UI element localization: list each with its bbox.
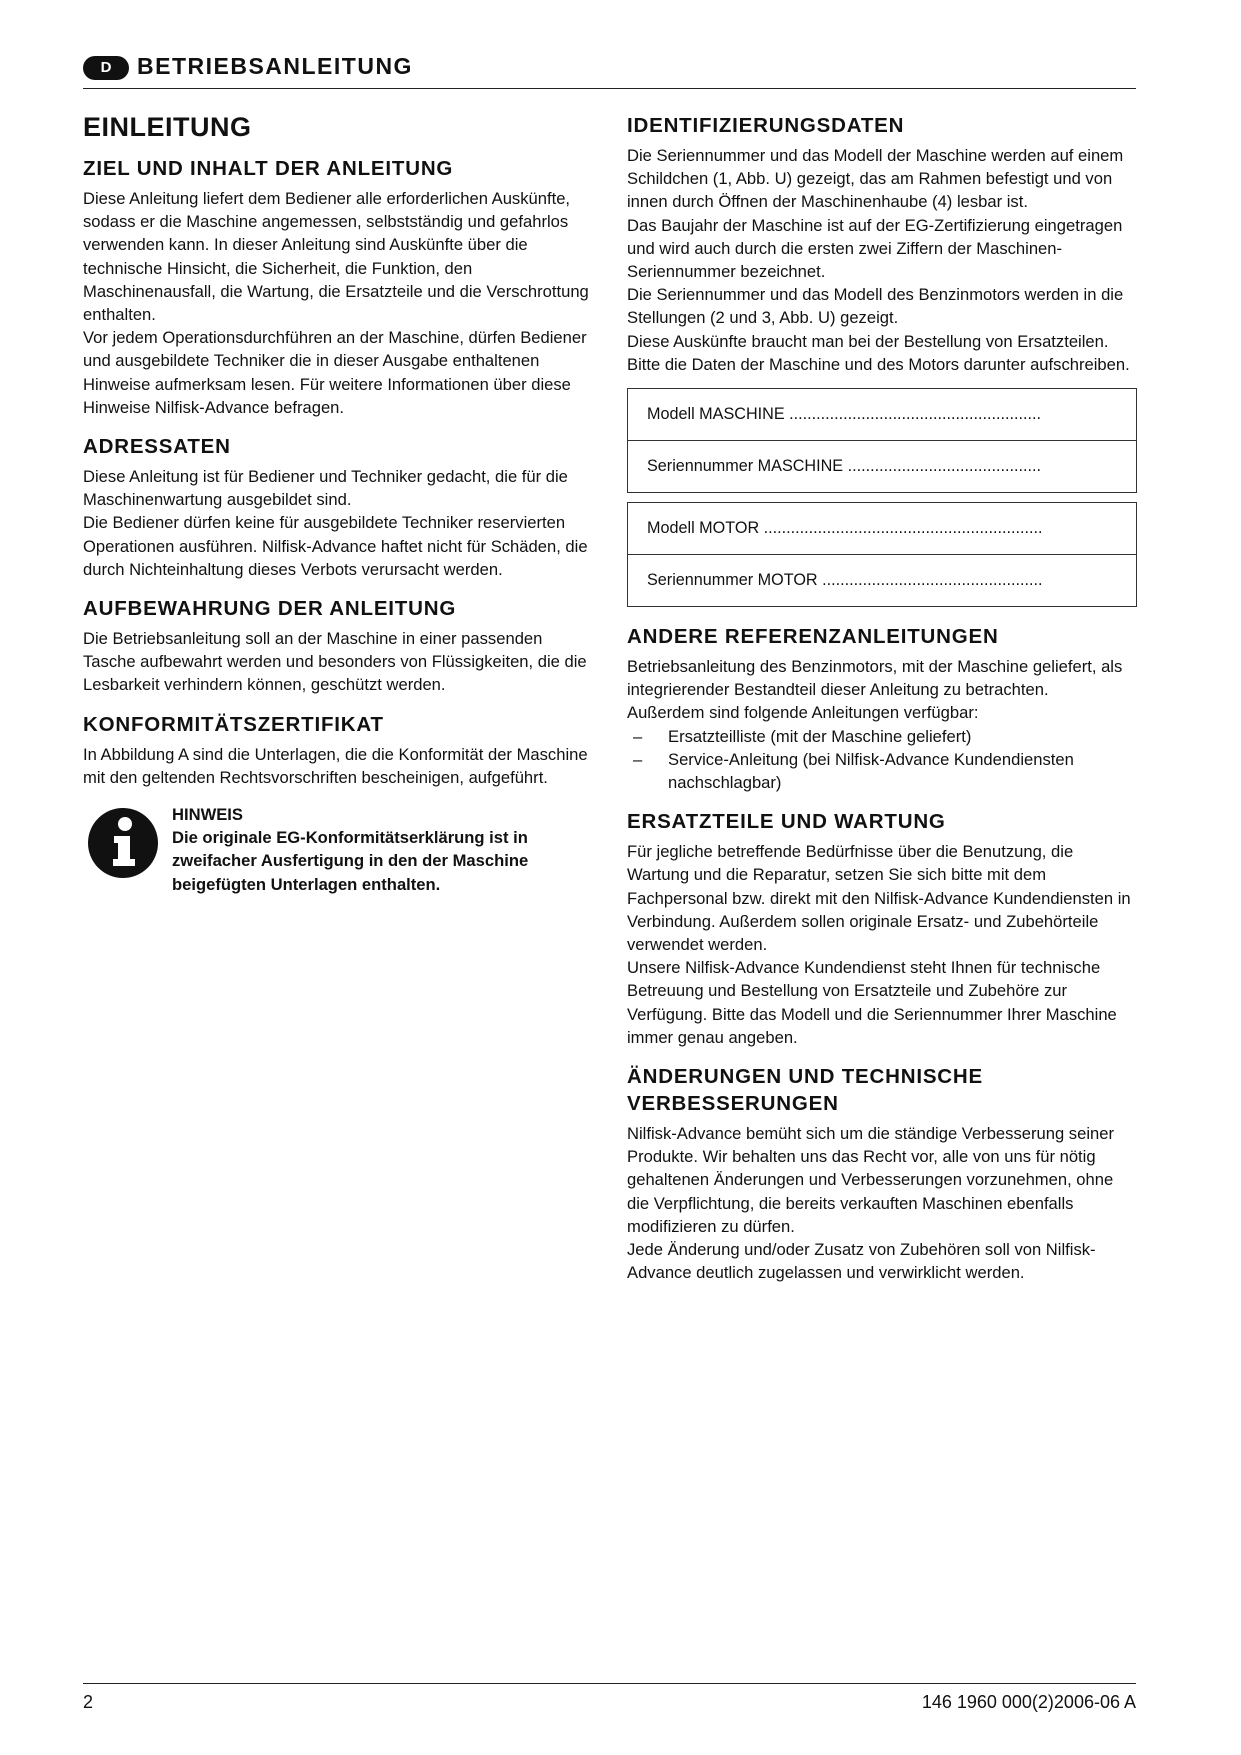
page-number: 2 (83, 1692, 94, 1712)
engine-model-field: Modell MOTOR .............................................................. (628, 503, 1136, 555)
engine-data-form (627, 502, 1137, 607)
section-text-purpose: Diese Anleitung liefert dem Bediener alle erforderlichen Auskünfte, sodass er die Maschine angemessen, selbstständig und gefahrlos verwenden kann. In dieser Anleitung sind Auskünfte über die technische Hinsicht, die Sicherheit, die Funktion, den Maschinenausfall, die Wartung, die Ersatzteile und die Verschrottung enthalten. Vor jedem Operationsdurchführen an der Maschine, dürfen Bediener und ausgebildete Techniker die in dieser Ausgabe enthaltenen Hinweise aufmerksam lesen. Für weitere Informationen über diese Hinweise Nilfisk-Advance befragen. (83, 189, 589, 417)
section-heading-references: ANDERE REFERENZANLEITUNGEN (627, 625, 999, 649)
right-column (627, 108, 1137, 1299)
section-heading-identification: IDENTIFIZIERUNGSDATEN (627, 114, 905, 137)
section-heading-storage: AUFBEWAHRUNG DER ANLEITUNG (83, 597, 457, 621)
section-text-storage: Die Betriebsanleitung soll an der Maschine in einer passenden Tasche aufbewahrt werden und besonders von Flüssigkeiten, die die Lesbarkeit verhindern können, geschützt werden. (83, 629, 587, 695)
note-title: HINWEIS (172, 805, 243, 825)
page-header (83, 52, 1136, 89)
section-text-conformity: In Abbildung A sind die Unterlagen, die die Konformität der Maschine mit den geltenden Rechtsvorschriften bescheinigen, aufgeführt. (83, 744, 588, 787)
list-item: – Service-Anleitung (bei Nilfisk-Advance Kundendiensten nachschlagbar) (627, 748, 1137, 794)
main-heading: EINLEITUNG (83, 112, 252, 142)
list-item: – Ersatzteilliste (mit der Maschine geliefert) (627, 725, 1137, 748)
section-heading-spare-parts: ERSATZTEILE UND WARTUNG (627, 810, 946, 834)
machine-data-form (627, 388, 1137, 493)
section-text-addressees: Diese Anleitung ist für Bediener und Techniker gedacht, die für die Maschinenwartung ausgebildet sind. Die Bediener dürfen keine für ausgebildete Techniker reservierten Operationen ausführen. Nilfisk-Advance haftet nicht für Schäden, die durch Nichteinhaltung dieses Verbots verursacht werden. (83, 467, 588, 579)
note-body: Die originale EG-Konformitätserklärung ist in zweifacher Ausfertigung in den der Maschine beigefügten Unterlagen enthalten. (172, 828, 529, 894)
note-box (83, 803, 593, 895)
document-title: BETRIEBSANLEITUNG (137, 53, 413, 79)
section-heading-addressees: ADRESSATEN (83, 435, 231, 459)
document-code: 146 1960 000(2)2006-06 A (921, 1692, 1136, 1712)
engine-serial-field: Seriennummer MOTOR ................................................. (647, 571, 1043, 590)
machine-model-field: Modell MASCHINE ........................................................ (628, 389, 1136, 441)
section-text-changes: Nilfisk-Advance bemüht sich um die ständige Verbesserung seiner Produkte. Wir behalten uns das Recht vor, alle von uns für nötig gehaltenen Änderungen und Verbesserungen vorzunehmen, ohne die Verpflichtung, die bereits verkauften Maschinen ebenfalls modifizieren zu dürfen. Jede Änderung und/oder Zusatz von Zubehören soll von Nilfisk-Advance deutlich zugelassen und verwirklicht werden. (627, 1124, 1115, 1283)
section-text-identification: Die Seriennummer und das Modell der Maschine werden auf einem Schildchen (1, Abb. U) gezeigt, das am Rahmen befestigt und von innen durch Öffnen der Maschinenhaube (4) lesbar ist. Das Baujahr der Maschine ist auf der EG-Zertifizierung eingetragen und wird auch durch die ersten zwei Ziffern der Maschinen-Seriennummer bezeichnet. Die Seriennummer und das Modell des Benzinmotors werden in die Stellungen (2 und 3, Abb. U) gezeigt. Diese Auskünfte braucht man bei der Bestellung von Ersatzteilen. Bitte die Daten der Maschine und des Motors darunter aufschreiben. (627, 146, 1130, 374)
section-heading-conformity: KONFORMITÄTSZERTIFIKAT (83, 712, 384, 736)
section-text-references: Betriebsanleitung des Benzinmotors, mit der Maschine geliefert, als integrierender Bestandteil dieser Anleitung zu betrachten. Außerdem sind folgende Anleitungen verfügbar: (627, 657, 1123, 723)
section-heading-purpose: ZIEL UND INHALT DER ANLEITUNG (83, 157, 454, 180)
section-text-spare-parts: Für jegliche betreffende Bedürfnisse über die Benutzung, die Wartung und die Reparatur, setzen Sie sich bitte mit dem Fachpersonal bzw. direkt mit den Nilfisk-Advance Kundendiensten in Verbindung. Außerdem sollen originale Ersatz- und Zubehörteile verwendet werden. Unsere Nilfisk-Advance Kundendienst steht Ihnen für technische Betreuung und Bestellung von Ersatzteile und Zubehöre zur Verfügung. Bitte das Modell und die Seriennummer Ihrer Maschine immer genau angeben. (627, 842, 1131, 1047)
machine-serial-field: Seriennummer MASCHINE ........................................... (647, 457, 1041, 476)
info-icon (87, 807, 159, 879)
language-badge: D (83, 56, 129, 80)
page-footer (83, 1683, 1136, 1710)
left-column (83, 108, 593, 895)
note-text-block (172, 803, 592, 896)
section-heading-changes: ÄNDERUNGEN UND TECHNISCHE VERBESSERUNGEN (627, 1065, 983, 1116)
reference-list (627, 725, 1137, 795)
